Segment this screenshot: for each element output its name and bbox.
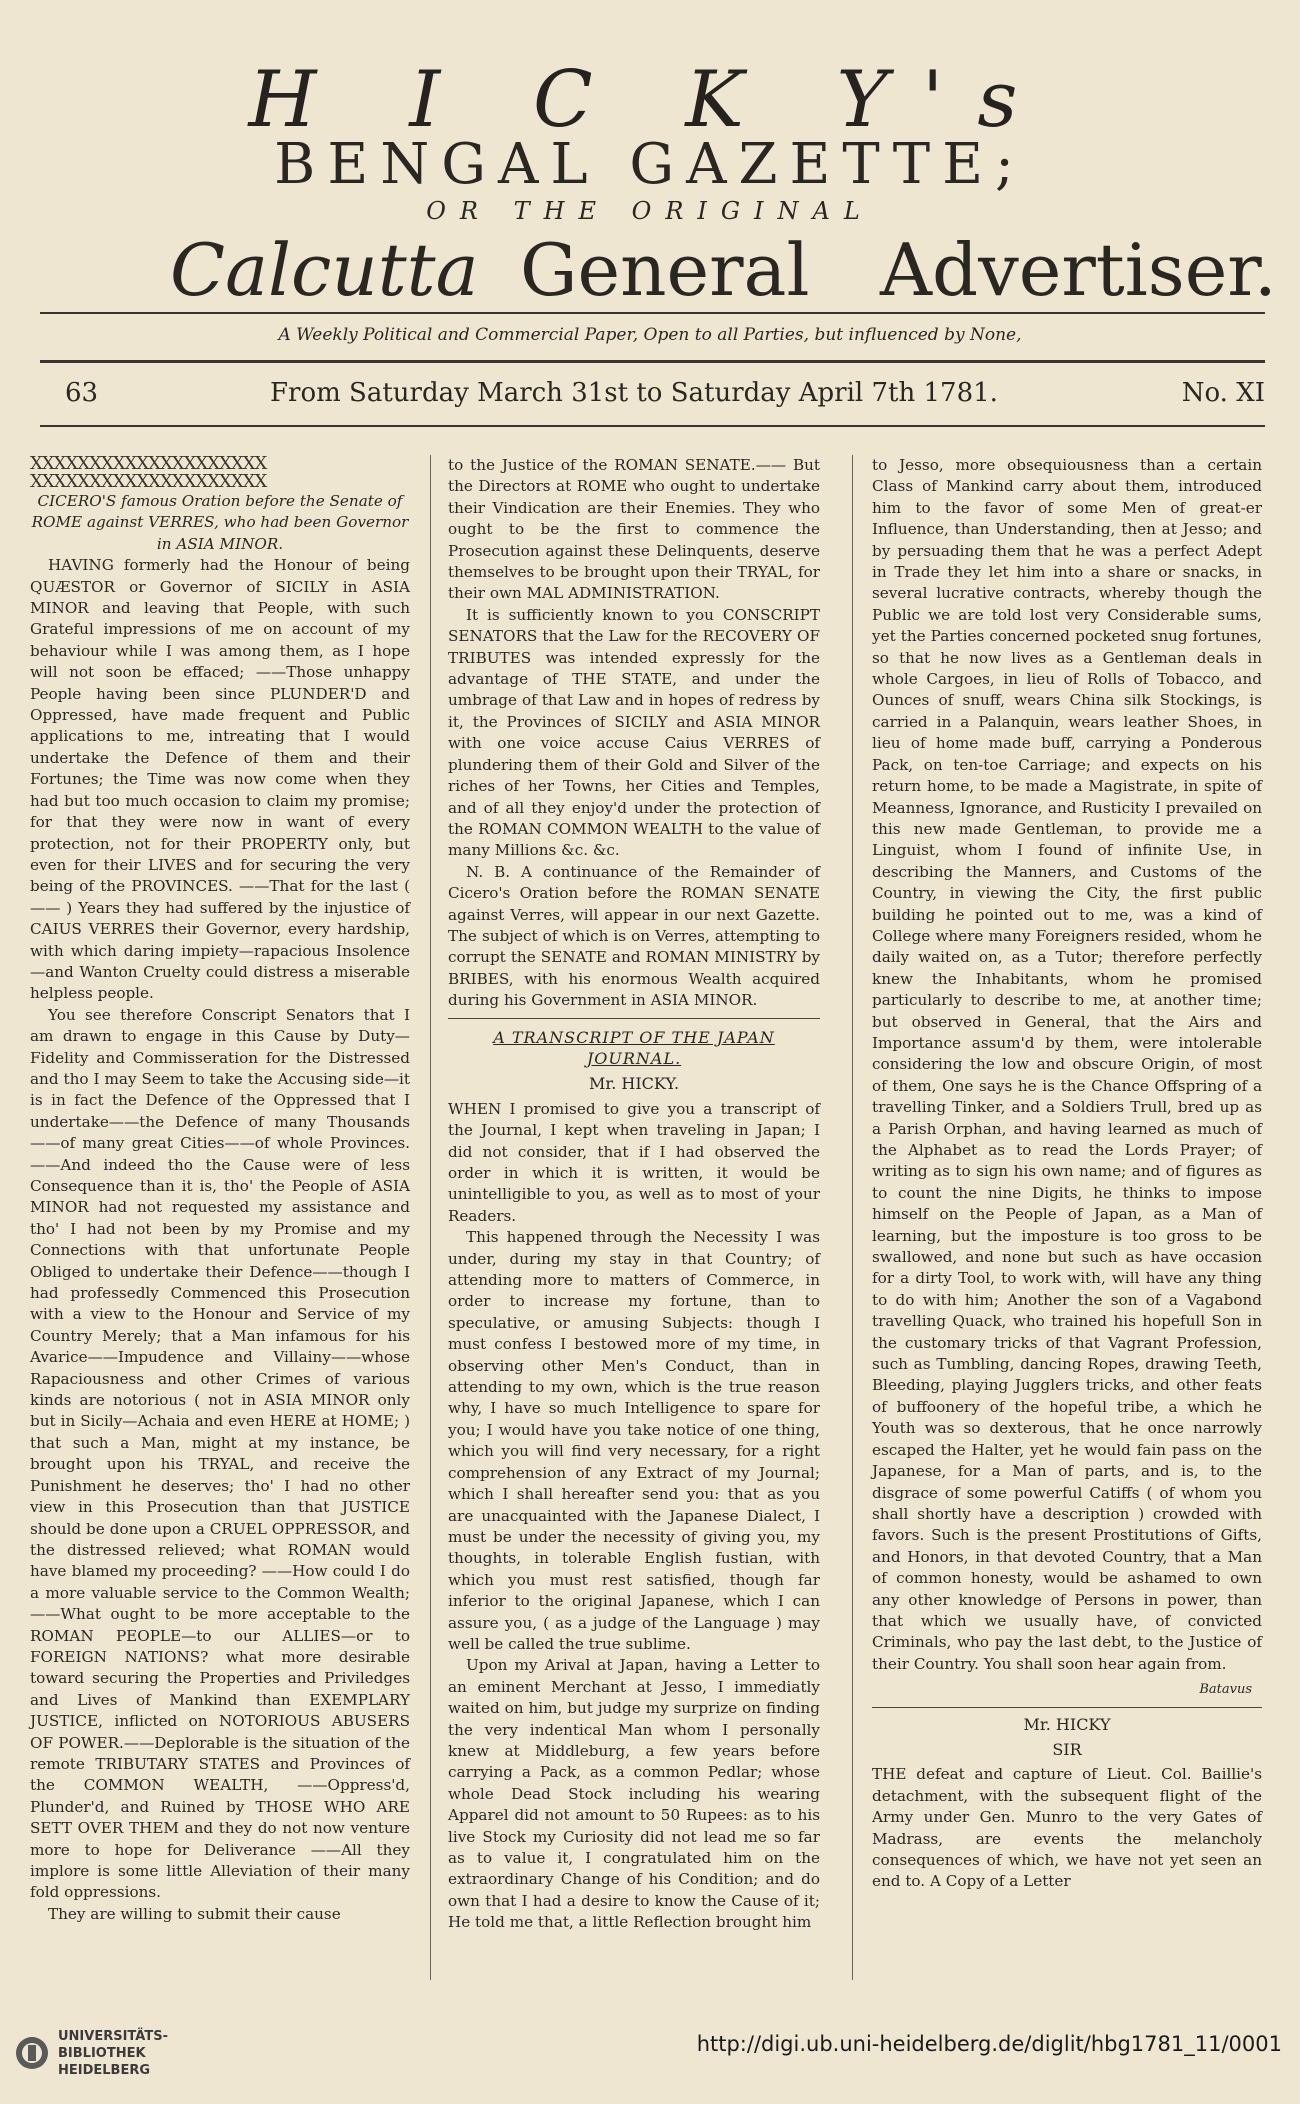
column-1 (30, 455, 410, 1925)
masthead-calcutta: Calcutta (170, 228, 479, 312)
salutation: Mr. HICKY (1023, 1714, 1111, 1734)
salutation: Mr. HICKY. (588, 1074, 680, 1094)
japan-journal-heading: A TRANSCRIPT OF THE JAPAN JOURNAL. (493, 1027, 775, 1068)
article-paragraph: to the Justice of the ROMAN SENATE.—— But the Directors at ROME who ought to undertake their Vindication are their Enemies. They who ought to be the first to commence the Prosecution against these Delinquents, deserve themselves to be brought upon their TRYAL, for their own MAL ADMINISTRATION. (448, 456, 820, 603)
dateline-rule (40, 425, 1265, 427)
issue-number: No. XI (1181, 378, 1265, 408)
column-3 (872, 455, 1262, 1893)
ornament-border: XXXXXXXXXXXXXXXXXXXX (30, 455, 267, 473)
tagline-rule (40, 360, 1265, 363)
masthead-advertiser: Advertiser. (880, 228, 1277, 312)
library-name: UNIVERSITÄTS- BIBLIOTHEK HEIDELBERG (58, 2029, 168, 2078)
column-2 (448, 455, 820, 1934)
article-paragraph: They are willing to submit their cause (48, 1904, 341, 1923)
article-paragraph: N. B. A continuance of the Remainder of Cicero's Oration before the ROMAN SENATE against Verres, will appear in our next Gazette. The subject of which is on Verres, attempting to corrupt the SENATE and ROMAN MINISTRY by BRIBES, with his enormous Wealth acquired during his Government in ASIA MINOR. (448, 862, 820, 1010)
issue-dates: From Saturday March 31st to Saturday April 7th 1781. (270, 378, 998, 408)
section-rule (448, 1018, 820, 1019)
section-rule (872, 1707, 1262, 1708)
ornament-border: XXXXXXXXXXXXXXXXXXXX (30, 473, 267, 491)
article-title: CICERO'S famous Oration before the Senate of ROME against VERRES, who had been Governor in ASIA MINOR. (31, 492, 409, 553)
article-paragraph: HAVING formerly had the Honour of being QUÆSTOR or Governor of SICILY in ASIA MINOR and leaving that People, with such Grateful impressions of me on account of my behaviour while I was among them, as I hope will not soon be effaced; ——Those unhappy People having been since PLUNDER'D and Oppressed, have made frequent and Public applications to me, intreating that I would undertake the Defence of them and their Fortunes; the Time was now come when they had but too much occasion to claim my promise; for that they were now in want of every protection, not for their PROPERTY only, but even for their LIVES and for securing the very being of the PROVINCES. ——That for the last ( —— ) Years they had suffered by the injustice of CAIUS VERRES their Governor, every hardship, with which daring impiety—rapacious Insolence—and Wanton Cruelty could distress a miserable helpless people. (30, 556, 410, 1003)
article-paragraph: THE defeat and capture of Lieut. Col. Baillie's detachment, with the subsequent flight of the Army under Gen. Munro to the very Gates of Madrass, are events the melancholy consequences of which, we have not yet seen an end to. A Copy of a Letter (872, 1765, 1262, 1891)
masthead-hicky: H I C K Y's (248, 55, 1052, 145)
masthead-bengal-gazette: BENGAL GAZETTE; (274, 132, 1026, 197)
source-url[interactable]: http://digi.ub.uni-heidelberg.de/diglit/hbg1781_11/0001 (696, 2032, 1282, 2056)
salutation-sir: SIR (1052, 1739, 1082, 1759)
article-paragraph: You see therefore Conscript Senators that I am drawn to engage in this Cause by Duty—Fidelity and Commisseration for the Distressed and tho I may Seem to take the Accusing side—it is in fact the Defence of the Oppressed that I undertake——the Defence of many Thousands——of many great Cities——of whole Provinces.——And indeed tho the Cause were of less Consequence than it is, tho' the People of ASIA MINOR had not requested my assistance and tho' I had not been by my Promise and my Connections with that unfortunate People Obliged to undertake their Defence——though I had professedly Commenced this Prosecution with a view to the Honour and Service of my Country Merely; that a Man infamous for his Avarice——Impudence and Villainy——whose Rapaciousness and other Crimes of various kinds are notorious ( not in ASIA MINOR only but in Sicily—Achaia and even HERE at HOME; ) that such a Man, might at my instance, be brought upon his TRYAL, and receive the Punishment he deserves; tho' I had no other view in this Prosecution than that JUSTICE should be done upon a CRUEL OPPRESSOR, and the distressed relieved; what ROMAN would have blamed my proceeding? ——How could I do a more valuable service to the Common Wealth; ——What ought to be more acceptable to the ROMAN PEOPLE—to our ALLIES—or to FOREIGN NATIONS? what more desirable toward securing the Properties and Priviledges and Lives of Mankind than EXEMPLARY JUSTICE, inflicted on NOTORIOUS ABUSERS OF POWER.——Deplorable is the situation of the remote TRIBUTARY STATES and Provinces of the COMMON WEALTH, ——Oppress'd, Plunder'd, and Ruined by THOSE WHO ARE SETT OVER THEM and they do not now venture more to hope for Deliverance ——All they implore is some little Alleviation of their many fold oppressions. (30, 1005, 410, 1902)
masthead-or-the-original: OR THE ORIGINAL (426, 197, 874, 225)
signature: Batavus (1199, 1682, 1252, 1698)
masthead-rule (40, 312, 1265, 314)
article-paragraph: Upon my Arival at Japan, having a Letter to an eminent Merchant at Jesso, I immediatly waited on him, but judge my surprize on finding the very indentical Man whom I personally knew at Middleburg, a few years before carrying a Pack, as a common Pedlar; whose whole Dead Stock including his wearing Apparel did not amount to 50 Rupees: as to his live Stock my Curiosity did not lead me so far as to value it, I congratulated him on the extraordinary Change of his Condition; and do own that I had a desire to know the Cause of it; He told me that, a little Reflection brought him (448, 1656, 820, 1932)
article-paragraph: This happened through the Necessity I was under, during my stay in that Country; of attending more to matters of Commerce, in order to increase my fortune, than to speculative, or amusing Subjects: though I must confess I bestowed more of my time, in observing other Men's Conduct, than in attending to my own, which is the true reason why, I have so much Intelligence to spare for you; I would have you take notice of one thing, which you will find very necessary, for a right comprehension of any Extract of my Journal; which I shall hereafter send you: that as you are unacquainted with the Japanese Dialect, I must be under the necessity of giving you, my thoughts, in tolerable English fustian, with which you must rest satisfied, though far inferior to the original Japanese, which I can assure you, ( as a judge of the Language ) may well be called the true sublime. (448, 1228, 820, 1653)
article-paragraph: WHEN I promised to give you a transcript of the Journal, I kept when traveling in Japan; I did not consider, that if I had observed the order in which it is written, it would be unintelligible to you, as well as to most of your Readers. (448, 1099, 820, 1225)
tagline: A Weekly Political and Commercial Paper, Open to all Parties, but influenced by None, (278, 325, 1022, 345)
page-number: 63 (65, 378, 99, 408)
article-paragraph: to Jesso, more obsequiousness than a certain Class of Mankind carry about them, introduced him to the favor of some Men of great-er Influence, than Understanding, then at Jesso; and by persuading them that he was a perfect Adept in Trade they let him into a share or snacks, in several lucrative contracts, whereby though the Public we are told lost very Considerable sums, yet the Parties concerned pocketed snug fortunes, so that he now lives as a Gentleman deals in whole Cargoes, in lieu of Rolls of Tobacco, and Ounces of snuff, wears China silk Stockings, is carried in a Palanquin, wears leather Shoes, in lieu of home made buff, carrying a Ponderous Pack, on ten-toe Carriage; and expects on his return home, to be made a Magistrate, in spite of Meanness, Ignorance, and Rusticity I prevailed on this new made Gentleman, to provide me a Linguist, whom I found of infinite Use, in describing the Manners, and Customs of the Country, in viewing the City, the first public building he pointed out to me, was a kind of College where many Foreigners resided, whom he daily waited on, as a Tutor; therefore perfectly knew the Inhabitants, whom he promised particularly to describe to me, at another time; but observed in General, that the Airs and Importance assum'd by them, were intolerable considering the low and obscure Origin, of most of them, One says he is the Chance Offspring of a travelling Tinker, and a Soldiers Trull, bred up as a Parish Orphan, and having learned as much of the Alphabet as to read the Lords Prayer; of writing as to sign his own name; and of figures as to count the nine Digits, he thinks to impose himself on the People of Japan, as a Man of learning, but the imposture is too gross to be swallowed, and none but such as have occasion for a dirty Tool, to work with, will have any thing to do with him; Another the son of a Vagabond travelling Quack, who trained his hopefull Son in the customary tricks of that Vagrant Profession, such as Tumbling, dancing Ropes, drawing Teeth, Bleeding, playing Jugglers tricks, and other feats of buffoonery of the hopeful tribe, a which he Youth was so dexterous, that he once narrowly escaped the Halter, yet he would fain pass on the Japanese, for a Man of parts, and is, to the disgrace of some powerful Catiffs ( of whom you shall shortly have a description ) crowded with favors. Such is the present Prostitutions of Gifts, and Honors, in that devoted Country, that a Man of common honesty, would be ashamed to own any other knowledge of Persons in power, than that which we usually have, of convicted Criminals, who pay the last debt, to the Justice of their Country. You shall soon hear again from. (872, 456, 1262, 1673)
article-paragraph: It is sufficiently known to you CONSCRIPT SENATORS that the Law for the RECOVERY OF TRIBUTES was intended expressly for the advantage of THE STATE, and under the umbrage of that Law and in hopes of redress by it, the Provinces of SICILY and ASIA MINOR with one voice accuse Caius VERRES of plundering them of their Gold and Silver of the riches of her Towns, her Cities and Temples, and of all they enjoy'd under the protection of the ROMAN COMMON WEALTH to the value of many Millions &c. &c. (448, 605, 820, 860)
masthead-general: General (520, 228, 810, 312)
column-divider (852, 455, 853, 1980)
column-divider (430, 455, 431, 1980)
